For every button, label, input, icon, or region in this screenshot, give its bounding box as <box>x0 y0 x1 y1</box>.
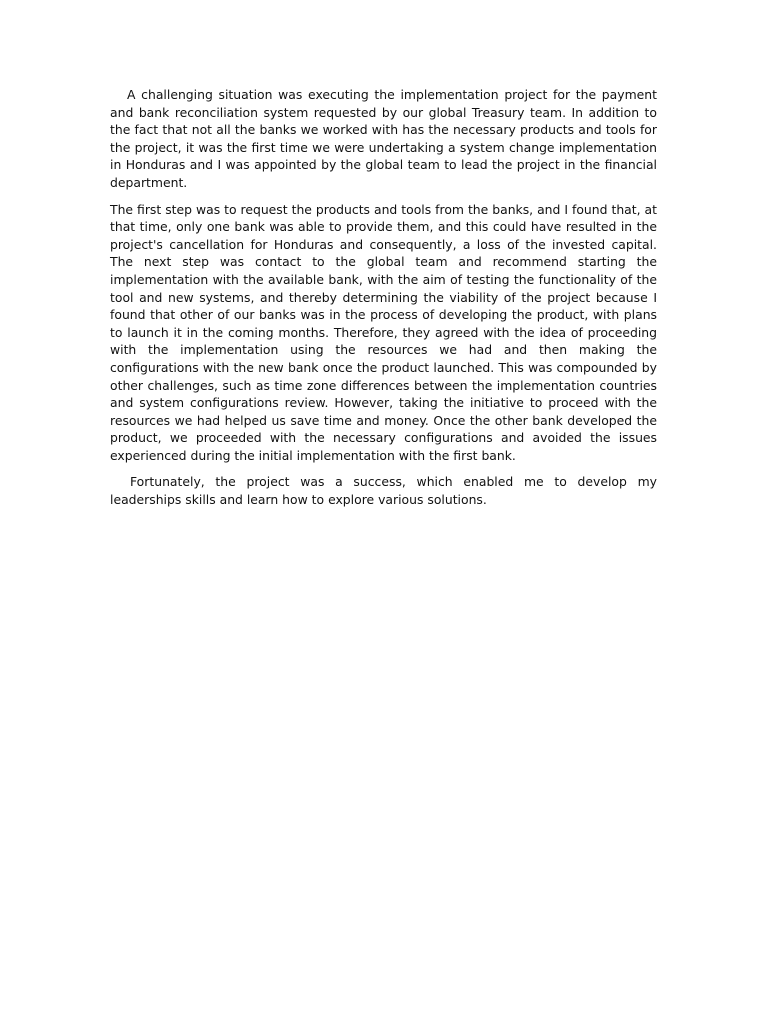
document-body <box>110 86 657 518</box>
paragraph-3: Fortunately, the project was a success, which enabled me to develop my leaderships skills and learn how to explore various solutions. <box>110 474 657 508</box>
paragraph-1: A challenging situation was executing the implementation project for the payment and bank reconciliation system requested by our global Treasury team. In addition to the fact that not all the banks we worked with has the necessary products and tools for the project, it was the first time we were undertaking a system change implementation in Honduras and I was appointed by the global team to lead the project in the financial department. <box>110 87 657 190</box>
paragraph-2: The first step was to request the products and tools from the banks, and I found that, at that time, only one bank was able to provide them, and this could have resulted in the project's cancellation for Honduras and consequently, a loss of the invested capital. The next step was contact to the global team and recommend starting the implementation with the available bank, with the aim of testing the functionality of the tool and new systems, and thereby determining the viability of the project because I found that other of our banks was in the process of developing the product, with plans to launch it in the coming months. Therefore, they agreed with the idea of proceeding with the implementation using the resources we had and then making the configurations with the new bank once the product launched. This was compounded by other challenges, such as time zone differences between the implementation countries and system configurations review. However, taking the initiative to proceed with the resources we had helped us save time and money. Once the other bank developed the product, we proceeded with the necessary configurations and avoided the issues experienced during the initial implementation with the first bank. <box>110 201 657 463</box>
